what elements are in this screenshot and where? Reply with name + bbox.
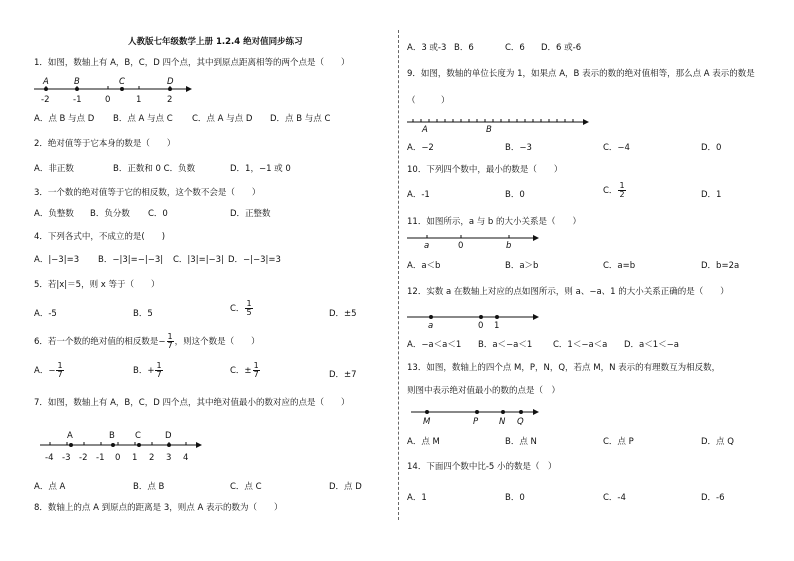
q1-tick-label: -2: [41, 95, 50, 105]
q9-option-d: D．0: [701, 143, 722, 153]
q7-tick-label: 1: [132, 453, 138, 463]
question-1-number-line: [30, 78, 200, 106]
q2-option-b: B．正数和 0 C．负数: [113, 164, 196, 174]
q7-point-b: B: [109, 431, 115, 441]
q5-option-b: B．5: [133, 309, 153, 319]
q7-option-b: B．点 B: [133, 482, 165, 492]
q7-tick-label: 4: [183, 453, 189, 463]
question-12-number-line: [405, 309, 555, 331]
q8-option-d: D．6 或-6: [541, 43, 582, 53]
q13-label-p: P: [473, 417, 479, 427]
question-7-number-line: [40, 428, 210, 468]
q5-option-a: A．-5: [34, 309, 57, 319]
q12-label-a: a: [428, 321, 434, 331]
q5-option-d: D．±5: [329, 309, 357, 319]
q1-tick-label: 2: [167, 95, 173, 105]
q13-option-d: D．点 Q: [701, 437, 734, 447]
q10-option-a: A．-1: [407, 190, 430, 200]
q7-point-d: D: [165, 431, 172, 441]
q13-option-b: B．点 N: [505, 437, 537, 447]
q1-option-c: C．点 A 与点 D: [192, 114, 253, 124]
q1-point-a: A: [43, 77, 49, 87]
q1-option-d: D．点 B 与点 C: [270, 114, 331, 124]
q1-tick-label: 1: [136, 95, 142, 105]
q6-option-b: B．+ $\frac{1}{7}$: [133, 361, 162, 379]
question-9-number-line: [405, 117, 595, 137]
q7-option-c: C．点 C: [230, 482, 262, 492]
q7-tick-label: 0: [115, 453, 121, 463]
q12-option-d: D．a＜1＜−a: [624, 340, 679, 350]
q9-option-a: A．−2: [407, 143, 434, 153]
question-7-stem: 7．如图，数轴上有 A，B，C，D 四个点，其中绝对值最小的数对应的点是（ ）: [34, 398, 350, 408]
q11-label-0: 0: [458, 241, 464, 251]
q5-option-c-label: C．: [230, 304, 245, 314]
q12-option-c: C．1＜−a＜a: [553, 340, 608, 350]
q11-option-c: C．a=b: [603, 261, 636, 271]
q4-option-d: D．−|−3|=3: [228, 255, 281, 265]
q14-option-a: A．1: [407, 493, 427, 503]
q9-point-b: B: [486, 125, 492, 135]
q13-option-c: C．点 P: [603, 437, 634, 447]
q4-option-c: C．|3|=|−3|: [173, 255, 224, 265]
column-divider: [398, 30, 399, 520]
q13-option-a: A．点 M: [407, 437, 440, 447]
page-title: 人教版七年级数学上册 1.2.4 绝对值同步练习: [128, 37, 303, 47]
q12-label-0: 0: [478, 321, 484, 331]
q11-label-b: b: [506, 241, 512, 251]
q7-point-c: C: [135, 431, 141, 441]
q7-tick-label: -3: [62, 453, 71, 463]
q13-label-m: M: [423, 417, 431, 427]
q8-option-c: C．6: [505, 43, 525, 53]
question-3-stem: 3．一个数的绝对值等于它的相反数，这个数不会是（ ）: [34, 188, 261, 198]
q14-option-c: C．-4: [603, 493, 626, 503]
q7-option-d: D．点 D: [329, 482, 362, 492]
q9-option-c: C．−4: [603, 143, 630, 153]
question-6-stem: 6．若一个数的绝对值的相反数是− $\frac{1}{7}$ ，则这个数是（ ）: [34, 332, 260, 350]
q1-point-b: B: [74, 77, 80, 87]
q1-point-c: C: [119, 77, 125, 87]
question-9-paren: （ ）: [407, 96, 450, 106]
q9-option-b: B．−3: [505, 143, 532, 153]
q14-option-d: D．-6: [701, 493, 725, 503]
q1-tick-label: -1: [73, 95, 82, 105]
question-11-stem: 11．如图所示，a 与 b 的大小关系是（ ）: [407, 217, 582, 227]
q8-option-a: A．3 或-3: [407, 43, 447, 53]
question-1-stem: 1．如图，数轴上有 A，B，C，D 四个点，其中到原点距离相等的两个点是（ ）: [34, 58, 350, 68]
question-10-stem: 10．下列四个数中，最小的数是（ ）: [407, 165, 563, 175]
q7-option-a: A．点 A: [34, 482, 66, 492]
q9-point-a: A: [422, 125, 428, 135]
question-13-number-line: [405, 405, 555, 427]
q6-option-d: D．±7: [329, 370, 357, 380]
question-11-number-line: [405, 232, 555, 252]
q1-option-a: A．点 B 与点 D: [34, 114, 95, 124]
question-5-stem: 5．若|x|＝5，则 x 等于（ ）: [34, 280, 160, 290]
q11-label-a: a: [424, 241, 430, 251]
q1-point-d: D: [167, 77, 174, 87]
question-4-stem: 4．下列各式中，不成立的是( ): [34, 232, 166, 242]
q11-option-b: B．a＞b: [505, 261, 539, 271]
question-9-stem: 9．如图，数轴的单位长度为 1，如果点 A，B 表示的数的绝对值相等，那么点 A 表示的数是: [407, 69, 755, 79]
question-14-stem: 14．下面四个数中比-5 小的数是（ ）: [407, 462, 557, 472]
q10-option-c: C． $\frac{1}{2}$: [603, 181, 625, 199]
q7-tick-label: 2: [149, 453, 155, 463]
question-13-stem: 13．如图，数轴上的四个点 M，P，N，Q，若点 M，N 表示的有理数互为相反数，: [407, 363, 721, 373]
q12-label-1: 1: [494, 321, 500, 331]
q7-tick-label: -1: [96, 453, 105, 463]
q3-option-c: C．0: [148, 209, 168, 219]
q11-option-d: D．b=2a: [701, 261, 740, 271]
q13-label-n: N: [499, 417, 506, 427]
q3-option-a: A．负整数: [34, 209, 74, 219]
q5-option-c: [230, 300, 254, 317]
q7-tick-label: 3: [166, 453, 172, 463]
q7-tick-label: -2: [79, 453, 88, 463]
q4-option-a: A．|−3|=3: [34, 255, 80, 265]
q10-fraction: $\frac{1}{2}$: [619, 181, 625, 199]
q12-option-b: B．a＜−a＜1: [478, 340, 533, 350]
q3-option-d: D．正整数: [230, 209, 271, 219]
q13-label-q: Q: [517, 417, 524, 427]
q12-option-a: A．−a＜a＜1: [407, 340, 462, 350]
question-8-stem: 8．数轴上的点 A 到原点的距离是 3，则点 A 表示的数为（ ）: [34, 503, 283, 513]
q14-option-b: B．0: [505, 493, 525, 503]
q6-stem-fraction: $\frac{1}{7}$: [167, 332, 173, 350]
q1-option-b: B．点 A 与点 C: [113, 114, 173, 124]
question-13-stem-line2: 则图中表示绝对值最小的数的点是（ ）: [407, 386, 561, 396]
q11-option-a: A．a＜b: [407, 261, 441, 271]
q10-option-d: D．1: [701, 190, 722, 200]
q3-option-b: B．负分数: [90, 209, 130, 219]
q2-option-d: D．1，−1 或 0: [230, 164, 291, 174]
q7-point-a: A: [67, 431, 73, 441]
question-12-stem: 12．实数 a 在数轴上对应的点如图所示，则 a、−a、1 的大小关系正确的是（ ）: [407, 287, 729, 297]
q2-option-a: A．非正数: [34, 164, 74, 174]
q5-fraction: $\frac{1}{5}$: [246, 299, 252, 317]
q10-option-b: B．0: [505, 190, 525, 200]
q6-option-a: A．− $\frac{1}{7}$: [34, 361, 63, 379]
q7-tick-label: -4: [45, 453, 54, 463]
q4-option-b: B．−|3|=−|−3|: [98, 255, 164, 265]
q6-option-c: C．± $\frac{1}{7}$: [230, 361, 259, 379]
question-2-stem: 2．绝对值等于它本身的数是（ ）: [34, 139, 176, 149]
q1-tick-label: 0: [105, 95, 111, 105]
q8-option-b: B．6: [454, 43, 474, 53]
